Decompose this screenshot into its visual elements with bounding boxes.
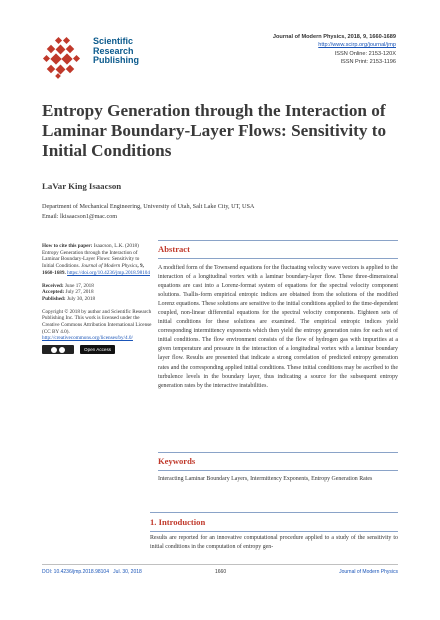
intro-bottom-rule xyxy=(150,531,398,532)
scirp-logo-icon xyxy=(42,36,90,80)
intro-heading: 1. Introduction xyxy=(150,517,206,527)
abstract-heading: Abstract xyxy=(158,244,190,254)
intro-text: Results are reported for an innovative computational procedure applied to a study of the sensitivity to initial conditions in the computation of entropy gen- xyxy=(150,535,398,551)
issn-print: ISSN Print: 2153-1196 xyxy=(340,59,396,66)
citation: How to cite this paper: Isaacson, L.K. (2018) Entropy Generation through the Interaction of Laminar Boundary-Layer Flows: Sensitivity to Initial Conditions. Journal of Modern Physics, 9, 1660-1689. https://doi.org/10.4236/jmp.2018.98104 xyxy=(42,243,150,276)
journal-url-link[interactable]: http://www.scirp.org/journal/jmp xyxy=(318,42,396,49)
received-date: Received: June 17, 2018 xyxy=(42,282,94,289)
cc-by-badge-icon[interactable] xyxy=(42,345,74,354)
footer-rule xyxy=(42,564,398,565)
affiliation-block xyxy=(42,202,254,222)
keywords-top-rule xyxy=(158,452,398,453)
published-date: Published: July 30, 2018 xyxy=(42,295,96,302)
footer-journal: Journal of Modern Physics xyxy=(339,569,398,575)
publisher-name: Scientific Research Publishing xyxy=(93,36,139,65)
author-name: LaVar King Isaacson xyxy=(42,181,122,191)
keywords-bottom-rule xyxy=(158,470,398,471)
license-link[interactable]: http://creativecommons.org/licenses/by/4.0/ xyxy=(42,335,133,342)
journal-citation: Journal of Modern Physics, 2018, 9, 1660-1689 xyxy=(272,34,396,40)
abstract-bottom-rule xyxy=(158,258,398,259)
accepted-date: Accepted: July 27, 2018 xyxy=(42,289,94,296)
footer-doi: DOI: 10.4236/jmp.2018.98104 Jul. 30, 2018 xyxy=(42,569,142,575)
abstract-text: A modified form of the Townsend equations for the fluctuating velocity wave vectors is applied to the interaction of a longitudinal vortex with a laminar boundary-layer flow. These three-dimensional equations are cast into a Lorenz-format system of equations for the spectral velocity component solutions. Tsallis-form empirical entropic indices are obtained from the solutions of the modified Lorenz equations. These solutions are sensitive to the initial conditions applied to the time-dependent coupled, non-linear differential equations for the spectral velocity components. Eighteen sets of initial conditions for these solutions are examined. The empirical entropic indices yield corresponding intermittency exponents which then yield the entropy generation rates for each set of initial conditions. The flow environment consists of the flow of hydrogen gas with impurities at a given temperature and pressure in the interaction of a longitudinal vortex with a laminar boundary layer flow. Results are presented that indicate a strong correlation of predicted entropy generation rates and the corresponding applied initial conditions. These initial conditions may be ascribed to the turbulence levels in the boundary layer, thus indicating a source for the subsequent entropy generation rates by the interactive instabilities. xyxy=(158,265,398,389)
keywords-text: Interacting Laminar Boundary Layers, Intermittency Exponents, Entropy Generation Rates xyxy=(158,476,373,482)
issn-online: ISSN Online: 2153-120X xyxy=(334,50,396,57)
email: Email: lkisaacson1@mac.com xyxy=(42,213,118,220)
article-sidebar xyxy=(42,243,152,354)
intro-top-rule xyxy=(150,512,398,513)
page-number: 1660 xyxy=(215,569,227,575)
journal-info xyxy=(273,33,396,67)
abstract-top-rule xyxy=(158,240,398,241)
copyright-text: Copyright © 2018 by author and Scientific Research Publishing Inc. This work is licensed under the Creative Commons Attribution International License (CC BY 4.0). xyxy=(42,308,152,335)
paper-title: Entropy Generation through the Interaction of Laminar Boundary-Layer Flows: Sensitivity to Initial Conditions xyxy=(42,101,387,160)
doi-link[interactable]: https://doi.org/10.4236/jmp.2018.98104 xyxy=(67,269,150,276)
keywords-heading: Keywords xyxy=(158,456,196,466)
affiliation: Department of Mechanical Engineering, University of Utah, Salt Lake City, UT, USA xyxy=(42,203,255,210)
open-access-badge[interactable]: Open Access xyxy=(80,345,115,354)
